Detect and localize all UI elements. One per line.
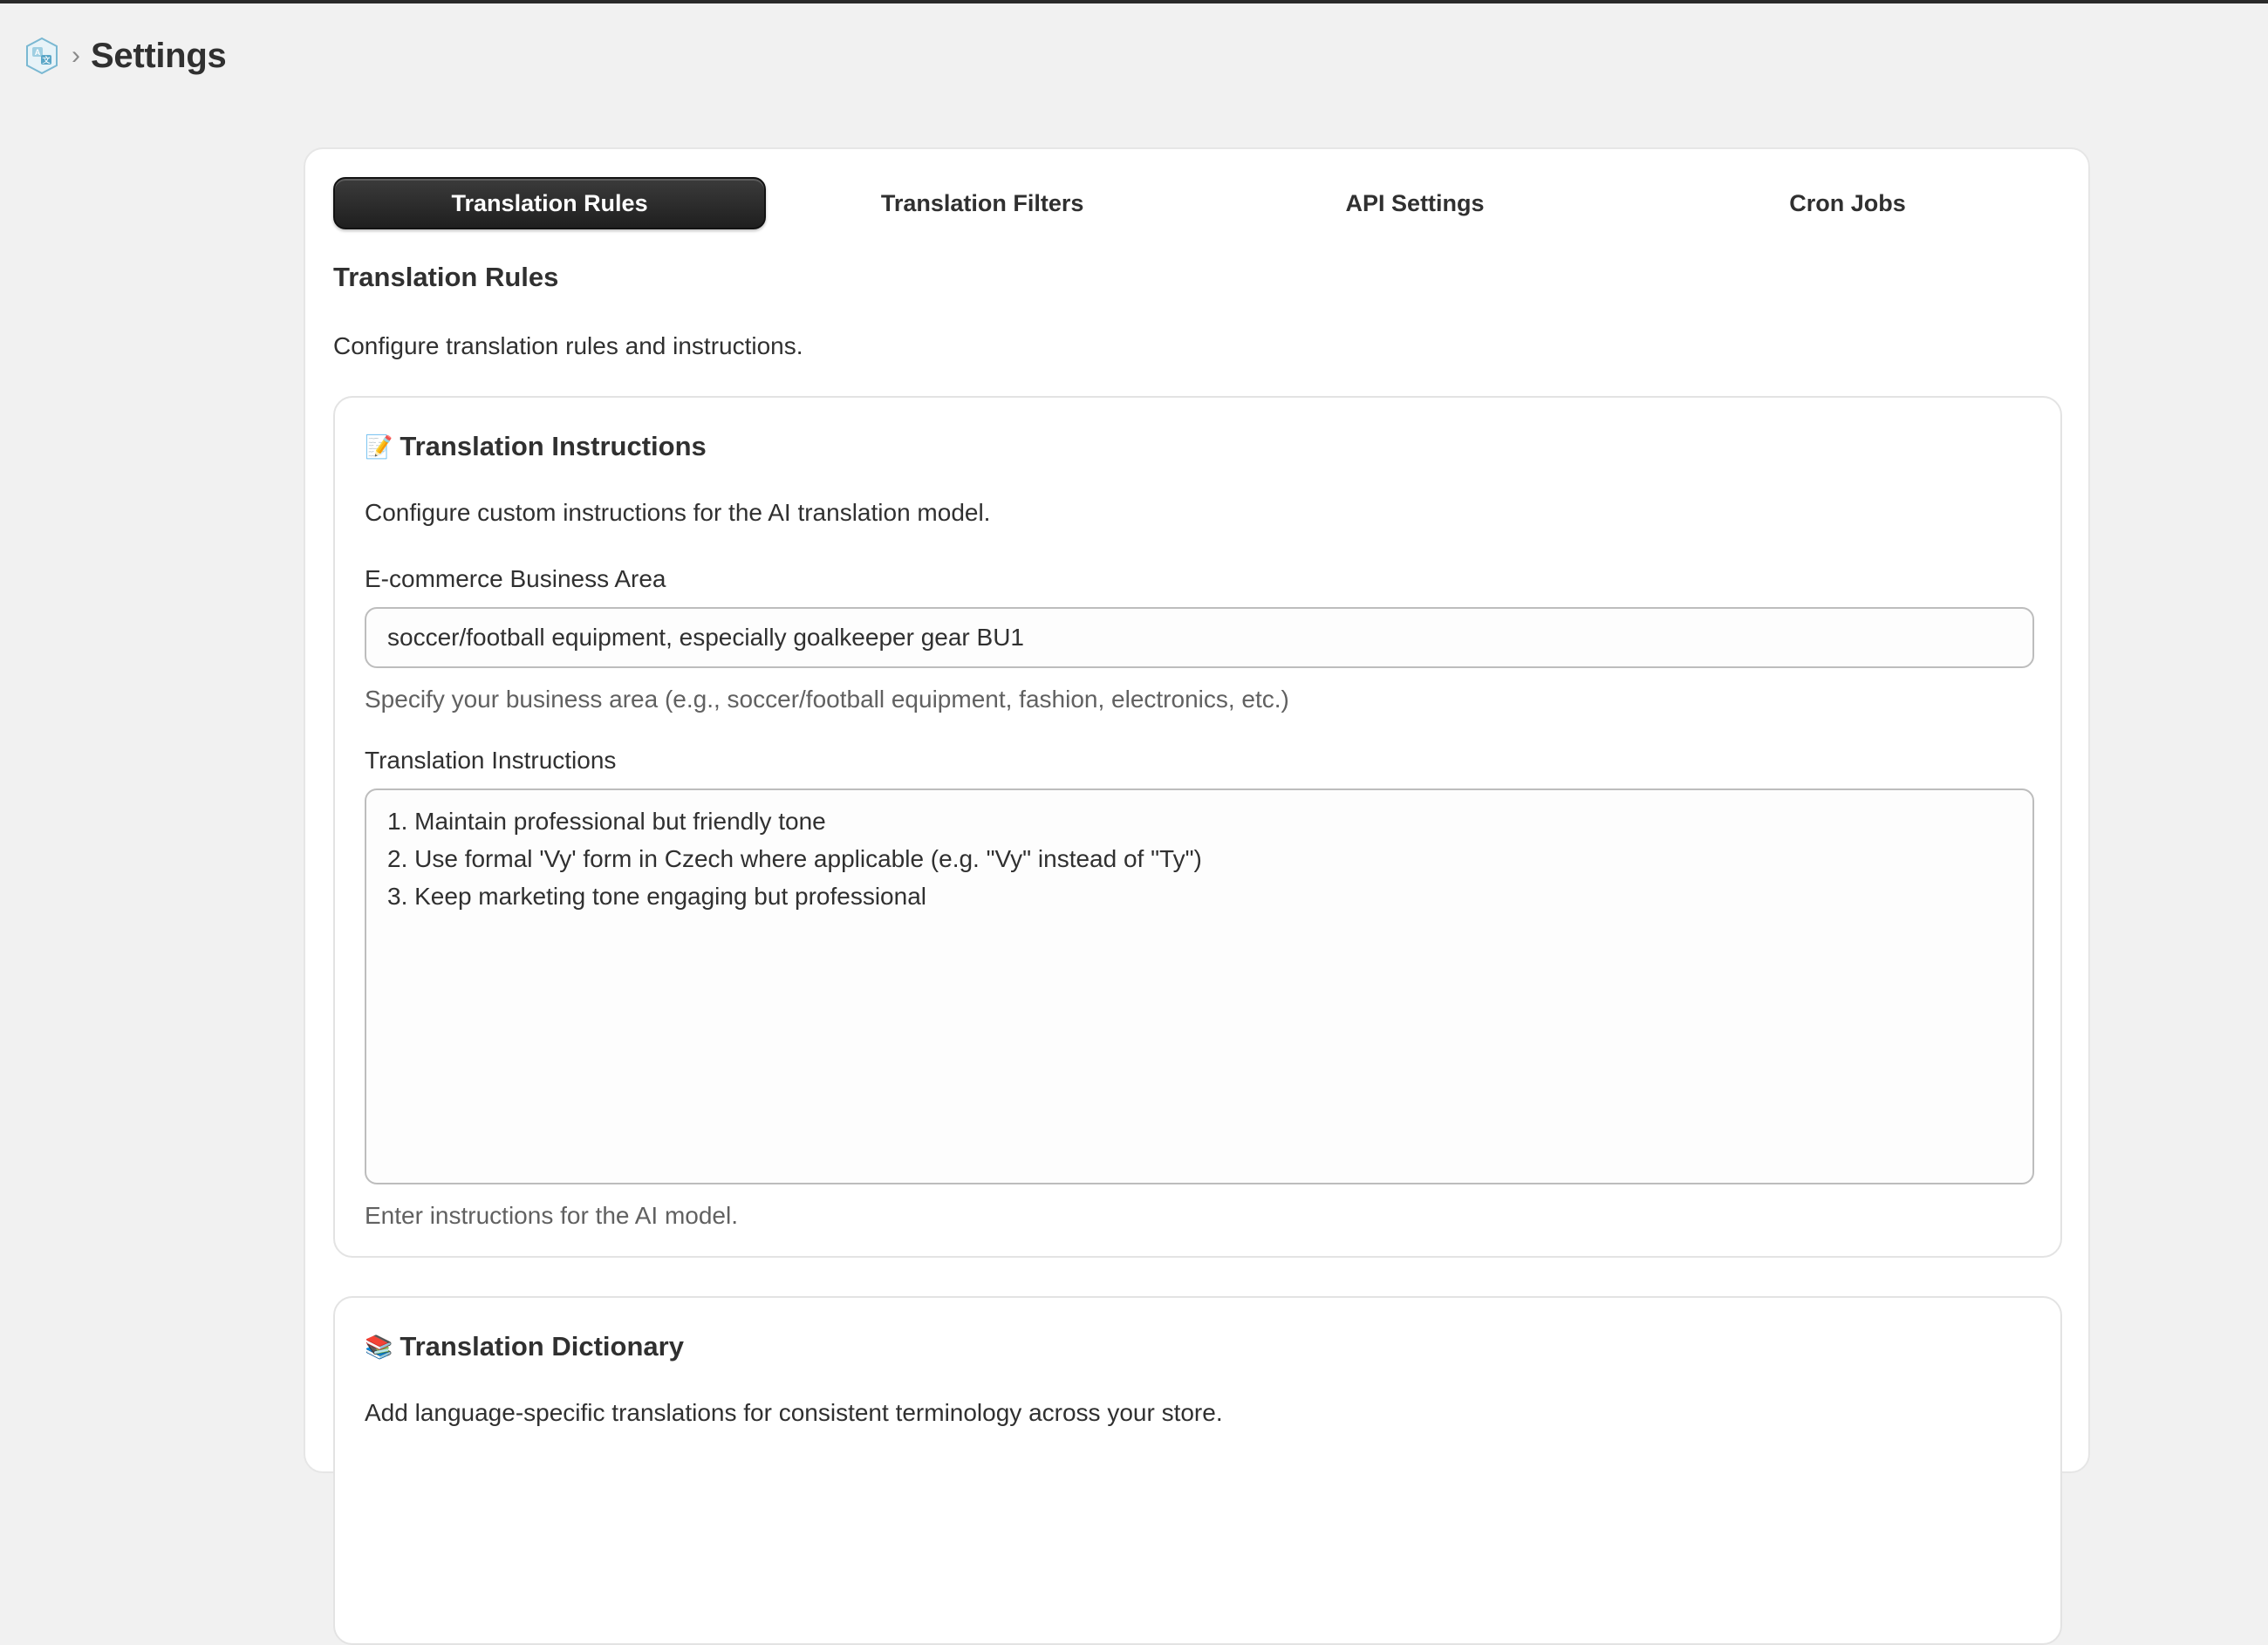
instructions-textarea[interactable] xyxy=(365,788,2034,1184)
panel-title xyxy=(365,431,707,462)
instructions-label: Translation Instructions xyxy=(365,747,617,774)
translation-dictionary-panel xyxy=(333,1296,2062,1645)
settings-card xyxy=(304,147,2090,1473)
panel-description: Configure custom instructions for the AI translation model. xyxy=(365,499,991,526)
business-area-input[interactable] xyxy=(365,607,2034,668)
business-area-help: Specify your business area (e.g., soccer/football equipment, fashion, electronics, etc.) xyxy=(365,686,1289,713)
instructions-help: Enter instructions for the AI model. xyxy=(365,1202,738,1229)
page-header xyxy=(0,3,2268,108)
section-description: Configure translation rules and instructions. xyxy=(333,332,803,359)
panel-title-text: Translation Dictionary xyxy=(400,1331,684,1362)
svg-text:A: A xyxy=(34,48,41,57)
panel-title xyxy=(365,1331,684,1362)
panel-description: Add language-specific translations for consistent terminology across your store. xyxy=(365,1399,1223,1426)
section-title: Translation Rules xyxy=(333,262,559,292)
svg-text:文: 文 xyxy=(42,56,51,65)
business-area-label: E-commerce Business Area xyxy=(365,565,666,592)
tab-api-settings[interactable]: API Settings xyxy=(1345,189,1485,216)
page-title: Settings xyxy=(91,36,227,75)
translate-app-icon[interactable] xyxy=(24,37,59,75)
memo-icon: 📝 xyxy=(365,433,393,460)
books-icon: 📚 xyxy=(365,1333,393,1360)
translation-instructions-panel xyxy=(333,396,2062,1258)
tab-translation-rules[interactable]: Translation Rules xyxy=(333,177,766,229)
panel-title-text: Translation Instructions xyxy=(400,431,707,461)
tab-cron-jobs[interactable]: Cron Jobs xyxy=(1789,189,1906,216)
tab-translation-filters[interactable]: Translation Filters xyxy=(880,189,1084,216)
breadcrumb-chevron-icon: › xyxy=(72,41,80,70)
settings-tabs xyxy=(333,177,2064,229)
